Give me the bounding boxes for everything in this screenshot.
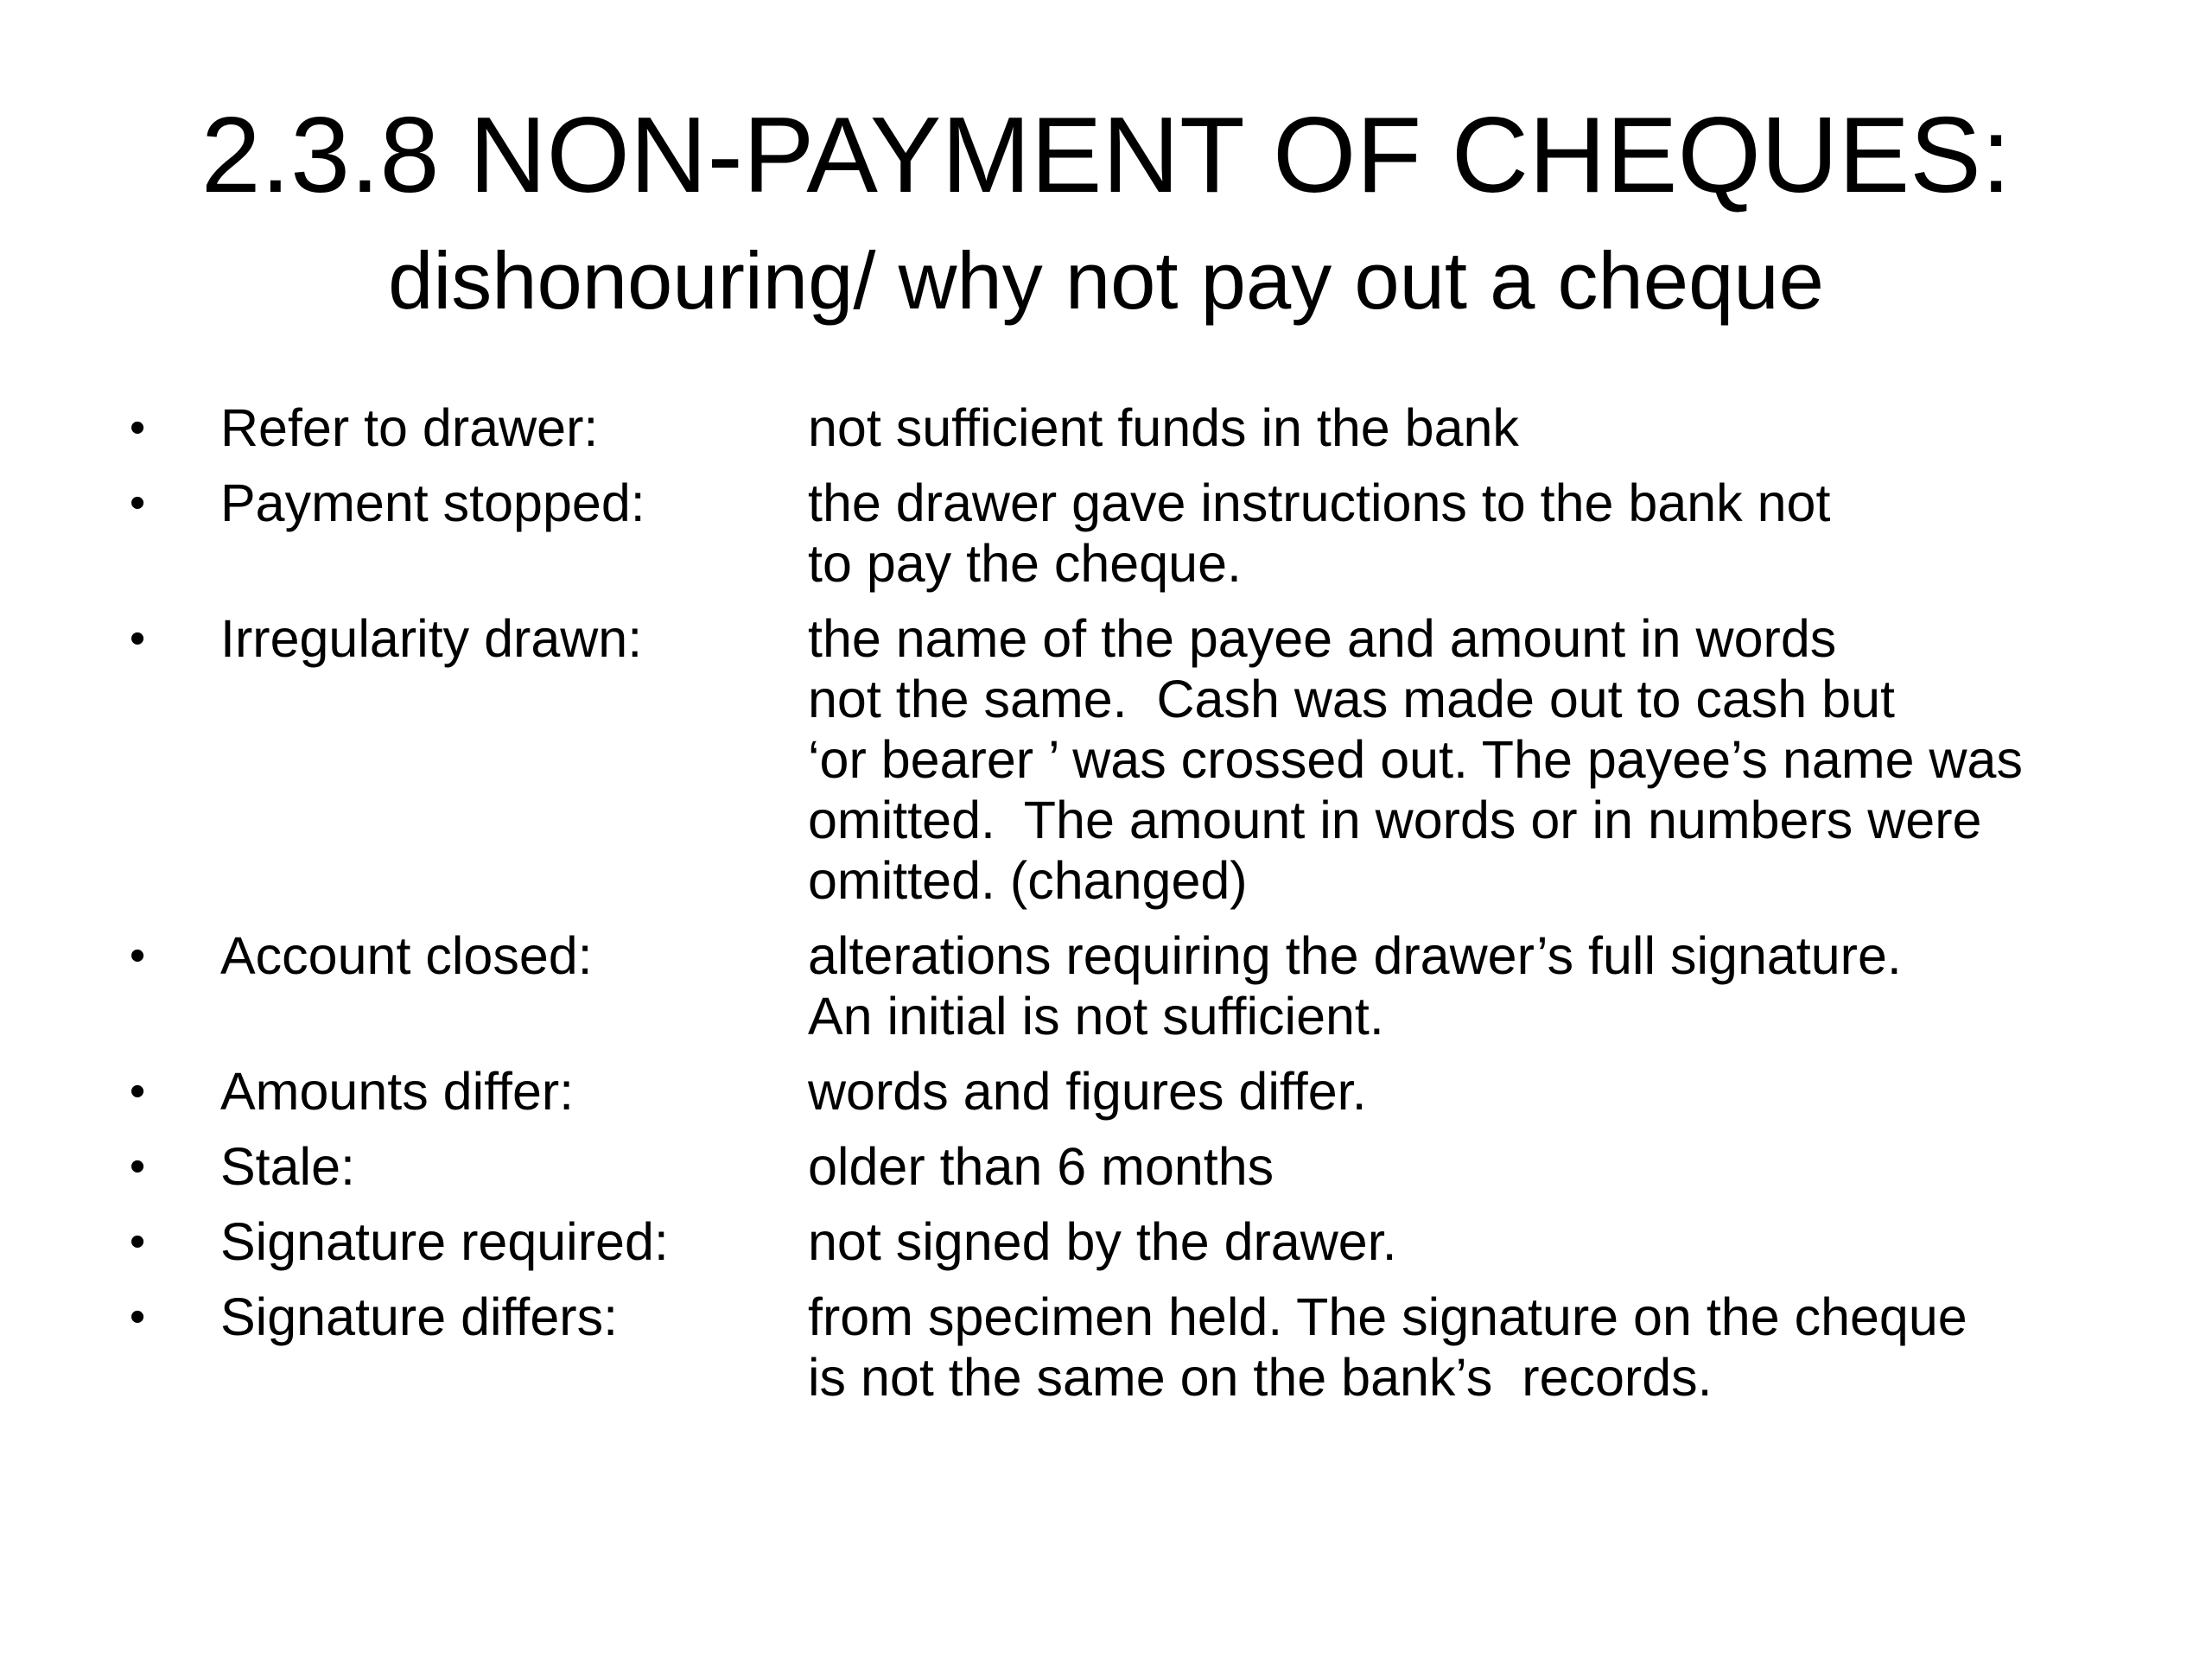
reason-term: Stale:	[220, 1137, 355, 1196]
reasons-list	[130, 397, 2117, 1422]
description-line: not sufficient funds in the bank	[808, 398, 1519, 457]
bullet-icon: •	[130, 613, 146, 664]
reason-term: Signature required:	[220, 1212, 669, 1271]
description-line: to pay the cheque.	[808, 534, 1242, 593]
bullet-icon: •	[130, 1292, 146, 1342]
reason-description	[808, 473, 2117, 594]
description-line: An initial is not sufficient.	[808, 987, 1384, 1046]
bullet-icon: •	[130, 403, 146, 453]
list-item	[130, 1061, 2117, 1122]
description-line: words and figures differ.	[808, 1062, 1367, 1121]
description-line: is not the same on the bank’s records.	[808, 1348, 1713, 1407]
list-item	[130, 1136, 2117, 1197]
list-item	[130, 608, 2117, 911]
description-line: from specimen held. The signature on the cheque	[808, 1287, 1967, 1346]
list-item	[130, 473, 2117, 594]
description-line: older than 6 months	[808, 1137, 1274, 1196]
reason-term: Refer to drawer:	[220, 398, 599, 457]
reason-description	[808, 1211, 2117, 1272]
reason-term: Account closed:	[220, 926, 593, 985]
reason-description	[808, 1287, 2117, 1408]
description-line: ‘or bearer ’ was crossed out. The payee’s name was	[808, 730, 2023, 789]
reason-description	[808, 608, 2117, 911]
reason-term: Irregularity drawn:	[220, 609, 643, 668]
reason-term: Payment stopped:	[220, 474, 645, 532]
bullet-icon: •	[130, 1217, 146, 1267]
reason-description	[808, 1136, 2117, 1197]
description-line: alterations requiring the drawer’s full signature.	[808, 926, 1902, 985]
bullet-icon: •	[130, 931, 146, 981]
description-line: omitted. The amount in words or in numbers were	[808, 791, 1982, 849]
list-item	[130, 1211, 2117, 1272]
reason-term: Amounts differ:	[220, 1062, 575, 1121]
description-line: the name of the payee and amount in words	[808, 609, 1837, 668]
slide-subtitle: dishonouring/ why not pay out a cheque	[388, 235, 1824, 326]
bullet-icon: •	[130, 1141, 146, 1192]
list-item	[130, 397, 2117, 458]
reason-description	[808, 1061, 2117, 1122]
reason-term: Signature differs:	[220, 1287, 619, 1346]
description-line: omitted. (changed)	[808, 851, 1248, 910]
reason-description	[808, 397, 2117, 458]
slide-title: 2.3.8 NON-PAYMENT OF CHEQUES:	[200, 96, 2012, 215]
list-item	[130, 925, 2117, 1046]
description-line: not the same. Cash was made out to cash but	[808, 670, 1895, 728]
reason-description	[808, 925, 2117, 1046]
list-item	[130, 1287, 2117, 1408]
description-line: not signed by the drawer.	[808, 1212, 1397, 1271]
bullet-icon: •	[130, 1066, 146, 1116]
bullet-icon: •	[130, 478, 146, 528]
description-line: the drawer gave instructions to the bank not	[808, 474, 1831, 532]
